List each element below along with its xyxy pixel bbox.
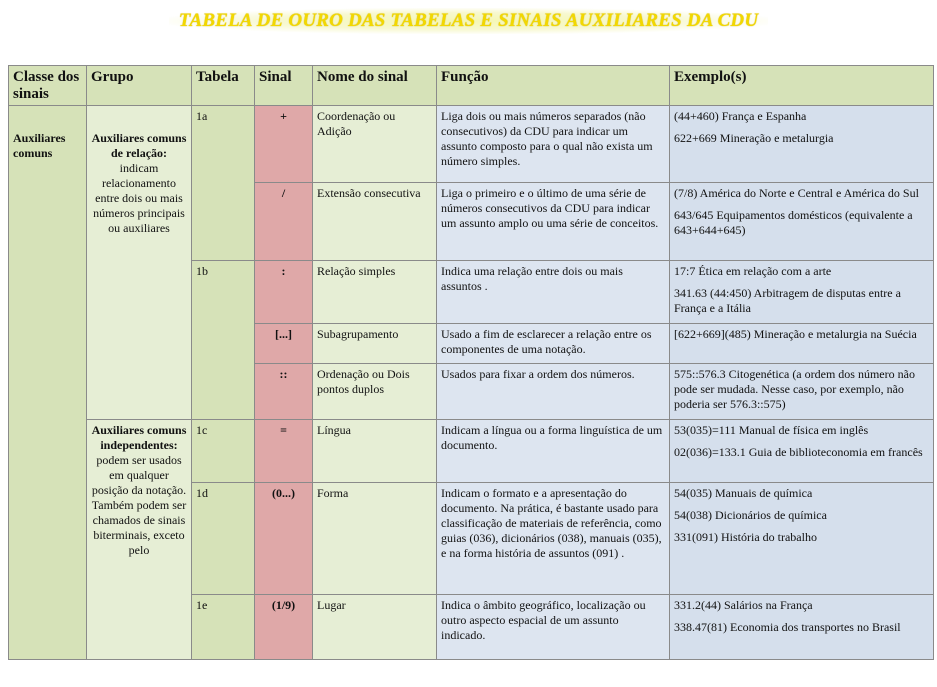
grupo-cell [87,420,192,660]
header-sinal: Sinal [255,66,313,106]
sinal-cell: [...] [255,324,313,364]
table-row [9,420,934,483]
grupo-desc: indicam relacionamento entre dois ou mais números principais ou auxiliares [93,161,185,235]
exemplo-text: 331.2(44) Salários na França [674,598,813,612]
header-grupo: Grupo [87,66,192,106]
sinal-cell: (1/9) [255,595,313,660]
funcao-cell: Usado a fim de esclarecer a relação entre os componentes de uma notação. [437,324,670,364]
sinal-cell: / [255,183,313,261]
exemplo-text: 622+669 Mineração e metalurgia [674,131,834,145]
header-tabela: Tabela [192,66,255,106]
tabela-cell: 1c [192,420,255,483]
exemplo-cell [670,483,934,595]
grupo-cell [87,106,192,420]
nome-cell: Lugar [313,595,437,660]
title-banner [0,6,937,36]
exemplo-cell [670,420,934,483]
funcao-cell: Usados para fixar a ordem dos números. [437,364,670,420]
header-classe: Classe dos sinais [9,66,87,106]
exemplo-cell [670,183,934,261]
exemplo-cell [670,595,934,660]
grupo-title: Auxiliares comuns independentes: [91,423,187,452]
tabela-cell: 1e [192,595,255,660]
exemplo-text: (44+460) França e Espanha [674,109,807,123]
table-row [9,106,934,183]
exemplo-text: 17:7 Ética em relação com a arte [674,264,832,278]
exemplo-text: 331(091) História do trabalho [674,530,817,544]
exemplo-text: 575::576.3 Citogenética (a ordem dos número não pode ser mudada. Nesse caso, por exemplo, não poderia ser 576.3::575) [674,367,915,411]
sinal-cell: = [255,420,313,483]
funcao-cell: Indica uma relação entre dois ou mais assuntos . [437,261,670,324]
header-exemplos: Exemplo(s) [670,66,934,106]
exemplo-text: (7/8) América do Norte e Central e América do Sul [674,186,919,200]
header-nome: Nome do sinal [313,66,437,106]
nome-cell: Ordenação ou Dois pontos duplos [313,364,437,420]
exemplo-text: 02(036)=133.1 Guia de biblioteconomia em francês [674,445,923,459]
sinal-cell: (0...) [255,483,313,595]
grupo-title: Auxiliares comuns de relação: [91,131,187,160]
exemplo-text: 54(035) Manuais de química [674,486,813,500]
exemplo-text: 643/645 Equipamentos domésticos (equivalente a 643+644+645) [674,208,913,237]
exemplo-text: 338.47(81) Economia dos transportes no Brasil [674,620,901,634]
nome-cell: Relação simples [313,261,437,324]
exemplo-cell [670,324,934,364]
sinal-cell: + [255,106,313,183]
sinal-cell: :: [255,364,313,420]
tabela-cell: 1b [192,261,255,420]
exemplo-text: 53(035)=111 Manual de física em inglês [674,423,869,437]
classe-label: Auxiliares comuns [13,131,66,160]
funcao-cell: Indicam o formato e a apresentação do documento. Na prática, é bastante usado para classificação de materiais de referência, como guias (036), dicionários (038), manuais (035), e na forma história de assuntos (091) . [437,483,670,595]
tabela-cell: 1d [192,483,255,595]
exemplo-cell [670,364,934,420]
header-funcao: Função [437,66,670,106]
nome-cell: Coordenação ou Adição [313,106,437,183]
page-title: TABELA DE OURO DAS TABELAS E SINAIS AUXILIARES DA CDU [169,8,769,34]
nome-cell: Forma [313,483,437,595]
exemplo-text: 341.63 (44:450) Arbitragem de disputas entre a França e a Itália [674,286,901,315]
sinal-cell: : [255,261,313,324]
exemplo-text: [622+669](485) Mineração e metalurgia na Suécia [674,327,917,341]
grupo-desc: podem ser usados em qualquer posição da notação. Também podem ser chamados de sinais biterminais, exceto pelo [91,453,187,557]
funcao-cell: Liga o primeiro e o último de uma série de números consecutivos da CDU para indicar um assunto amplo ou uma série de conceitos. [437,183,670,261]
classe-cell [9,106,87,660]
exemplo-cell [670,106,934,183]
funcao-cell: Indica o âmbito geográfico, localização ou outro aspecto espacial de um assunto indicado. [437,595,670,660]
nome-cell: Língua [313,420,437,483]
cdu-table [8,65,934,660]
nome-cell: Extensão consecutiva [313,183,437,261]
funcao-cell: Liga dois ou mais números separados (não consecutivos) da CDU para indicar um assunto composto para o qual não exista um número simples. [437,106,670,183]
header-row [9,66,934,106]
nome-cell: Subagrupamento [313,324,437,364]
tabela-cell: 1a [192,106,255,261]
funcao-cell: Indicam a língua ou a forma linguística de um documento. [437,420,670,483]
exemplo-cell [670,261,934,324]
exemplo-text: 54(038) Dicionários de química [674,508,827,522]
